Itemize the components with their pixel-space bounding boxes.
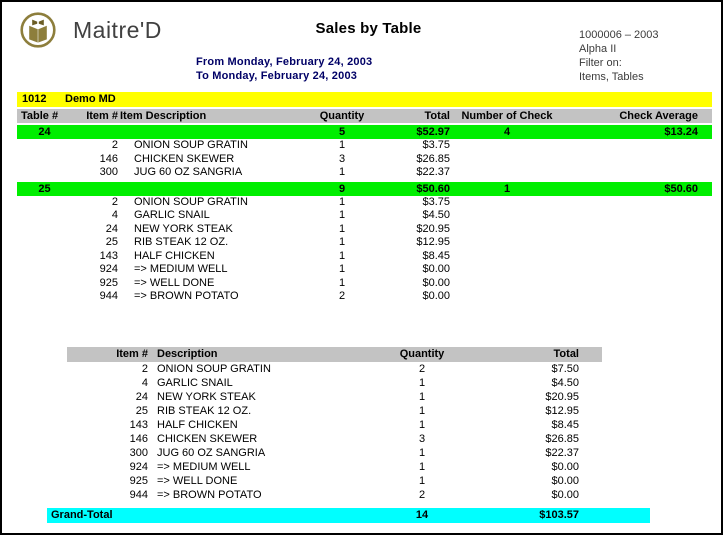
spacer bbox=[452, 223, 562, 237]
item-description: HALF CHICKEN bbox=[157, 419, 238, 431]
item-quantity: 1 bbox=[418, 377, 426, 389]
item-total: $0.00 bbox=[551, 475, 579, 487]
item-number: 2 bbox=[111, 195, 118, 208]
item-number: 300 bbox=[99, 166, 118, 178]
section-bar bbox=[17, 92, 712, 107]
spacer bbox=[452, 263, 562, 277]
spacer bbox=[452, 250, 562, 264]
column-header: Table # bbox=[21, 110, 59, 122]
item-total: $12.95 bbox=[545, 405, 579, 417]
item-total: $26.85 bbox=[545, 433, 579, 445]
group-table-number: 25 bbox=[38, 182, 51, 195]
sales-table bbox=[17, 109, 712, 304]
group-quantity: 9 bbox=[338, 182, 346, 195]
item-quantity: 2 bbox=[418, 489, 426, 501]
item-row bbox=[17, 236, 712, 250]
item-quantity: 1 bbox=[338, 276, 346, 289]
item-description: => WELL DONE bbox=[157, 475, 238, 487]
spacer bbox=[562, 139, 712, 153]
item-total: $22.37 bbox=[416, 166, 450, 178]
report-title: Sales by Table bbox=[315, 20, 422, 37]
spacer bbox=[562, 196, 712, 210]
item-description: CHICKEN SKEWER bbox=[157, 433, 258, 445]
item-total: $20.95 bbox=[545, 391, 579, 403]
item-number: 924 bbox=[99, 263, 118, 275]
item-total: $4.50 bbox=[422, 209, 450, 221]
item-number: 924 bbox=[129, 461, 148, 473]
spacer bbox=[562, 290, 712, 304]
item-number: 25 bbox=[135, 405, 148, 417]
spacer bbox=[17, 236, 72, 250]
meta-line: Filter on: bbox=[579, 57, 622, 69]
meta-line: 1000006 – 2003 bbox=[579, 29, 659, 41]
item-quantity: 1 bbox=[418, 391, 426, 403]
column-header: Quantity bbox=[319, 110, 365, 122]
item-quantity: 1 bbox=[338, 249, 346, 262]
item-description: ONION SOUP GRATIN bbox=[134, 195, 248, 208]
section-name: Demo MD bbox=[65, 93, 116, 105]
summary-row bbox=[67, 474, 602, 488]
spacer bbox=[452, 290, 562, 304]
spacer bbox=[17, 166, 72, 180]
summary-table-header bbox=[67, 347, 602, 362]
item-quantity: 2 bbox=[418, 363, 426, 375]
item-description: RIB STEAK 12 OZ. bbox=[134, 236, 229, 248]
sales-table-body bbox=[17, 125, 712, 304]
column-header: Item Description bbox=[120, 110, 207, 122]
summary-row bbox=[67, 376, 602, 390]
item-quantity: 1 bbox=[338, 263, 346, 275]
item-number: 2 bbox=[111, 139, 118, 151]
item-number: 24 bbox=[135, 391, 148, 403]
spacer bbox=[72, 182, 120, 196]
item-quantity: 1 bbox=[418, 475, 426, 487]
spacer bbox=[562, 236, 712, 250]
item-quantity: 2 bbox=[338, 290, 346, 302]
item-description: GARLIC SNAIL bbox=[134, 209, 210, 221]
spacer bbox=[452, 209, 562, 223]
column-header: Item # bbox=[116, 348, 148, 360]
item-quantity: 1 bbox=[338, 195, 346, 208]
item-description: RIB STEAK 12 OZ. bbox=[157, 405, 252, 417]
date-from: From Monday, February 24, 2003 bbox=[196, 56, 373, 68]
item-description: NEW YORK STEAK bbox=[134, 222, 233, 235]
section-code: 1012 bbox=[22, 93, 47, 105]
spacer bbox=[562, 263, 712, 277]
item-description: ONION SOUP GRATIN bbox=[157, 363, 271, 375]
grand-total-amount: $103.57 bbox=[539, 509, 579, 521]
item-total: $0.00 bbox=[422, 276, 450, 289]
item-description: => WELL DONE bbox=[134, 276, 215, 289]
item-description: HALF CHICKEN bbox=[134, 249, 215, 262]
item-number: 4 bbox=[141, 377, 148, 389]
item-total: $20.95 bbox=[416, 222, 450, 235]
meta-line: Items, Tables bbox=[579, 71, 644, 83]
spacer bbox=[452, 139, 562, 153]
column-header: Quantity bbox=[399, 348, 445, 360]
spacer bbox=[17, 196, 72, 210]
item-total: $3.75 bbox=[422, 195, 450, 208]
summary-table-body bbox=[67, 362, 602, 502]
item-description: => BROWN POTATO bbox=[134, 290, 239, 302]
item-row bbox=[17, 223, 712, 237]
meta-line: Alpha II bbox=[579, 43, 617, 55]
item-total: $26.85 bbox=[416, 152, 450, 165]
item-quantity: 3 bbox=[418, 433, 426, 445]
spacer bbox=[17, 263, 72, 277]
item-row bbox=[17, 250, 712, 264]
date-to: To Monday, February 24, 2003 bbox=[196, 70, 358, 82]
group-quantity: 5 bbox=[338, 126, 346, 138]
spacer bbox=[562, 250, 712, 264]
item-total: $0.00 bbox=[551, 461, 579, 473]
item-description: NEW YORK STEAK bbox=[157, 391, 256, 403]
item-total: $7.50 bbox=[551, 363, 579, 375]
item-total: $8.45 bbox=[551, 419, 579, 431]
item-description: => MEDIUM WELL bbox=[157, 461, 251, 473]
item-number: 4 bbox=[111, 209, 118, 221]
group-total: $50.60 bbox=[416, 182, 450, 195]
summary-row bbox=[67, 418, 602, 432]
column-header: Item # bbox=[86, 110, 118, 122]
item-description: JUG 60 OZ SANGRIA bbox=[157, 447, 266, 459]
spacer bbox=[452, 153, 562, 167]
item-total: $3.75 bbox=[422, 139, 450, 151]
spacer bbox=[452, 196, 562, 210]
item-row bbox=[17, 139, 712, 153]
item-total: $8.45 bbox=[422, 249, 450, 262]
item-row bbox=[17, 153, 712, 167]
summary-row bbox=[67, 404, 602, 418]
item-quantity: 3 bbox=[338, 152, 346, 165]
item-row bbox=[17, 277, 712, 291]
report-date-range bbox=[196, 55, 372, 83]
item-row bbox=[17, 209, 712, 223]
spacer bbox=[562, 166, 712, 180]
item-quantity: 1 bbox=[338, 209, 346, 221]
brand-wordmark: Maitre'D bbox=[73, 17, 162, 43]
report-meta bbox=[579, 28, 659, 84]
item-quantity: 1 bbox=[338, 236, 346, 248]
spacer bbox=[562, 209, 712, 223]
spacer bbox=[17, 250, 72, 264]
spacer bbox=[452, 166, 562, 180]
column-header: Description bbox=[157, 348, 218, 360]
column-header: Number of Check bbox=[461, 110, 553, 122]
item-total: $22.37 bbox=[545, 447, 579, 459]
group-check-average: $50.60 bbox=[664, 182, 698, 195]
item-number: 2 bbox=[141, 363, 148, 375]
spacer bbox=[120, 125, 307, 139]
spacer bbox=[17, 209, 72, 223]
group-check-count: 4 bbox=[503, 126, 511, 138]
item-number: 925 bbox=[129, 475, 148, 487]
item-description: => MEDIUM WELL bbox=[134, 263, 228, 275]
spacer bbox=[72, 125, 120, 139]
spacer bbox=[452, 277, 562, 291]
table-group-row bbox=[17, 182, 712, 196]
column-header: Total bbox=[553, 348, 579, 360]
summary-row bbox=[67, 446, 602, 460]
grand-total-quantity: 14 bbox=[415, 509, 429, 521]
summary-row bbox=[67, 362, 602, 376]
item-row bbox=[17, 290, 712, 304]
item-number: 146 bbox=[129, 433, 148, 445]
spacer bbox=[562, 223, 712, 237]
group-check-count: 1 bbox=[503, 182, 511, 195]
spacer bbox=[120, 182, 307, 196]
summary-row bbox=[67, 390, 602, 404]
item-description: ONION SOUP GRATIN bbox=[134, 139, 248, 151]
spacer bbox=[17, 223, 72, 237]
item-quantity: 1 bbox=[338, 139, 346, 151]
group-check-average: $13.24 bbox=[664, 126, 698, 138]
item-description: JUG 60 OZ SANGRIA bbox=[134, 166, 243, 178]
item-row bbox=[17, 196, 712, 210]
item-row bbox=[17, 263, 712, 277]
spacer bbox=[17, 153, 72, 167]
group-total: $52.97 bbox=[416, 126, 450, 138]
spacer bbox=[562, 153, 712, 167]
summary-table bbox=[67, 347, 602, 502]
item-total: $0.00 bbox=[422, 290, 450, 302]
item-number: 25 bbox=[105, 236, 118, 248]
item-number: 143 bbox=[129, 419, 148, 431]
item-total: $0.00 bbox=[422, 263, 450, 275]
item-number: 944 bbox=[99, 290, 118, 302]
item-number: 24 bbox=[105, 222, 118, 235]
column-header: Check Average bbox=[619, 110, 698, 122]
item-description: CHICKEN SKEWER bbox=[134, 152, 235, 165]
summary-row bbox=[67, 432, 602, 446]
item-number: 925 bbox=[99, 276, 118, 289]
item-number: 944 bbox=[129, 489, 148, 501]
item-row bbox=[17, 166, 712, 180]
item-number: 146 bbox=[99, 152, 118, 165]
item-quantity: 1 bbox=[418, 447, 426, 459]
item-total: $4.50 bbox=[551, 377, 579, 389]
item-description: GARLIC SNAIL bbox=[157, 377, 233, 389]
item-total: $0.00 bbox=[551, 489, 579, 501]
item-quantity: 1 bbox=[418, 405, 426, 417]
item-total: $12.95 bbox=[416, 236, 450, 248]
summary-row bbox=[67, 460, 602, 474]
grand-total-label: Grand-Total bbox=[51, 509, 113, 521]
spacer bbox=[17, 139, 72, 153]
spacer bbox=[17, 290, 72, 304]
item-quantity: 1 bbox=[418, 419, 426, 431]
item-description: => BROWN POTATO bbox=[157, 489, 262, 501]
item-quantity: 1 bbox=[338, 222, 346, 235]
group-table-number: 24 bbox=[38, 126, 51, 138]
column-header: Total bbox=[424, 110, 450, 122]
table-group-row bbox=[17, 125, 712, 139]
item-number: 300 bbox=[129, 447, 148, 459]
sales-table-header bbox=[17, 109, 712, 123]
item-quantity: 1 bbox=[418, 461, 426, 473]
spacer bbox=[562, 277, 712, 291]
spacer bbox=[452, 236, 562, 250]
spacer bbox=[17, 277, 72, 291]
summary-row bbox=[67, 488, 602, 502]
item-number: 143 bbox=[99, 249, 118, 262]
grand-total-bar bbox=[47, 508, 650, 523]
item-quantity: 1 bbox=[338, 166, 346, 178]
